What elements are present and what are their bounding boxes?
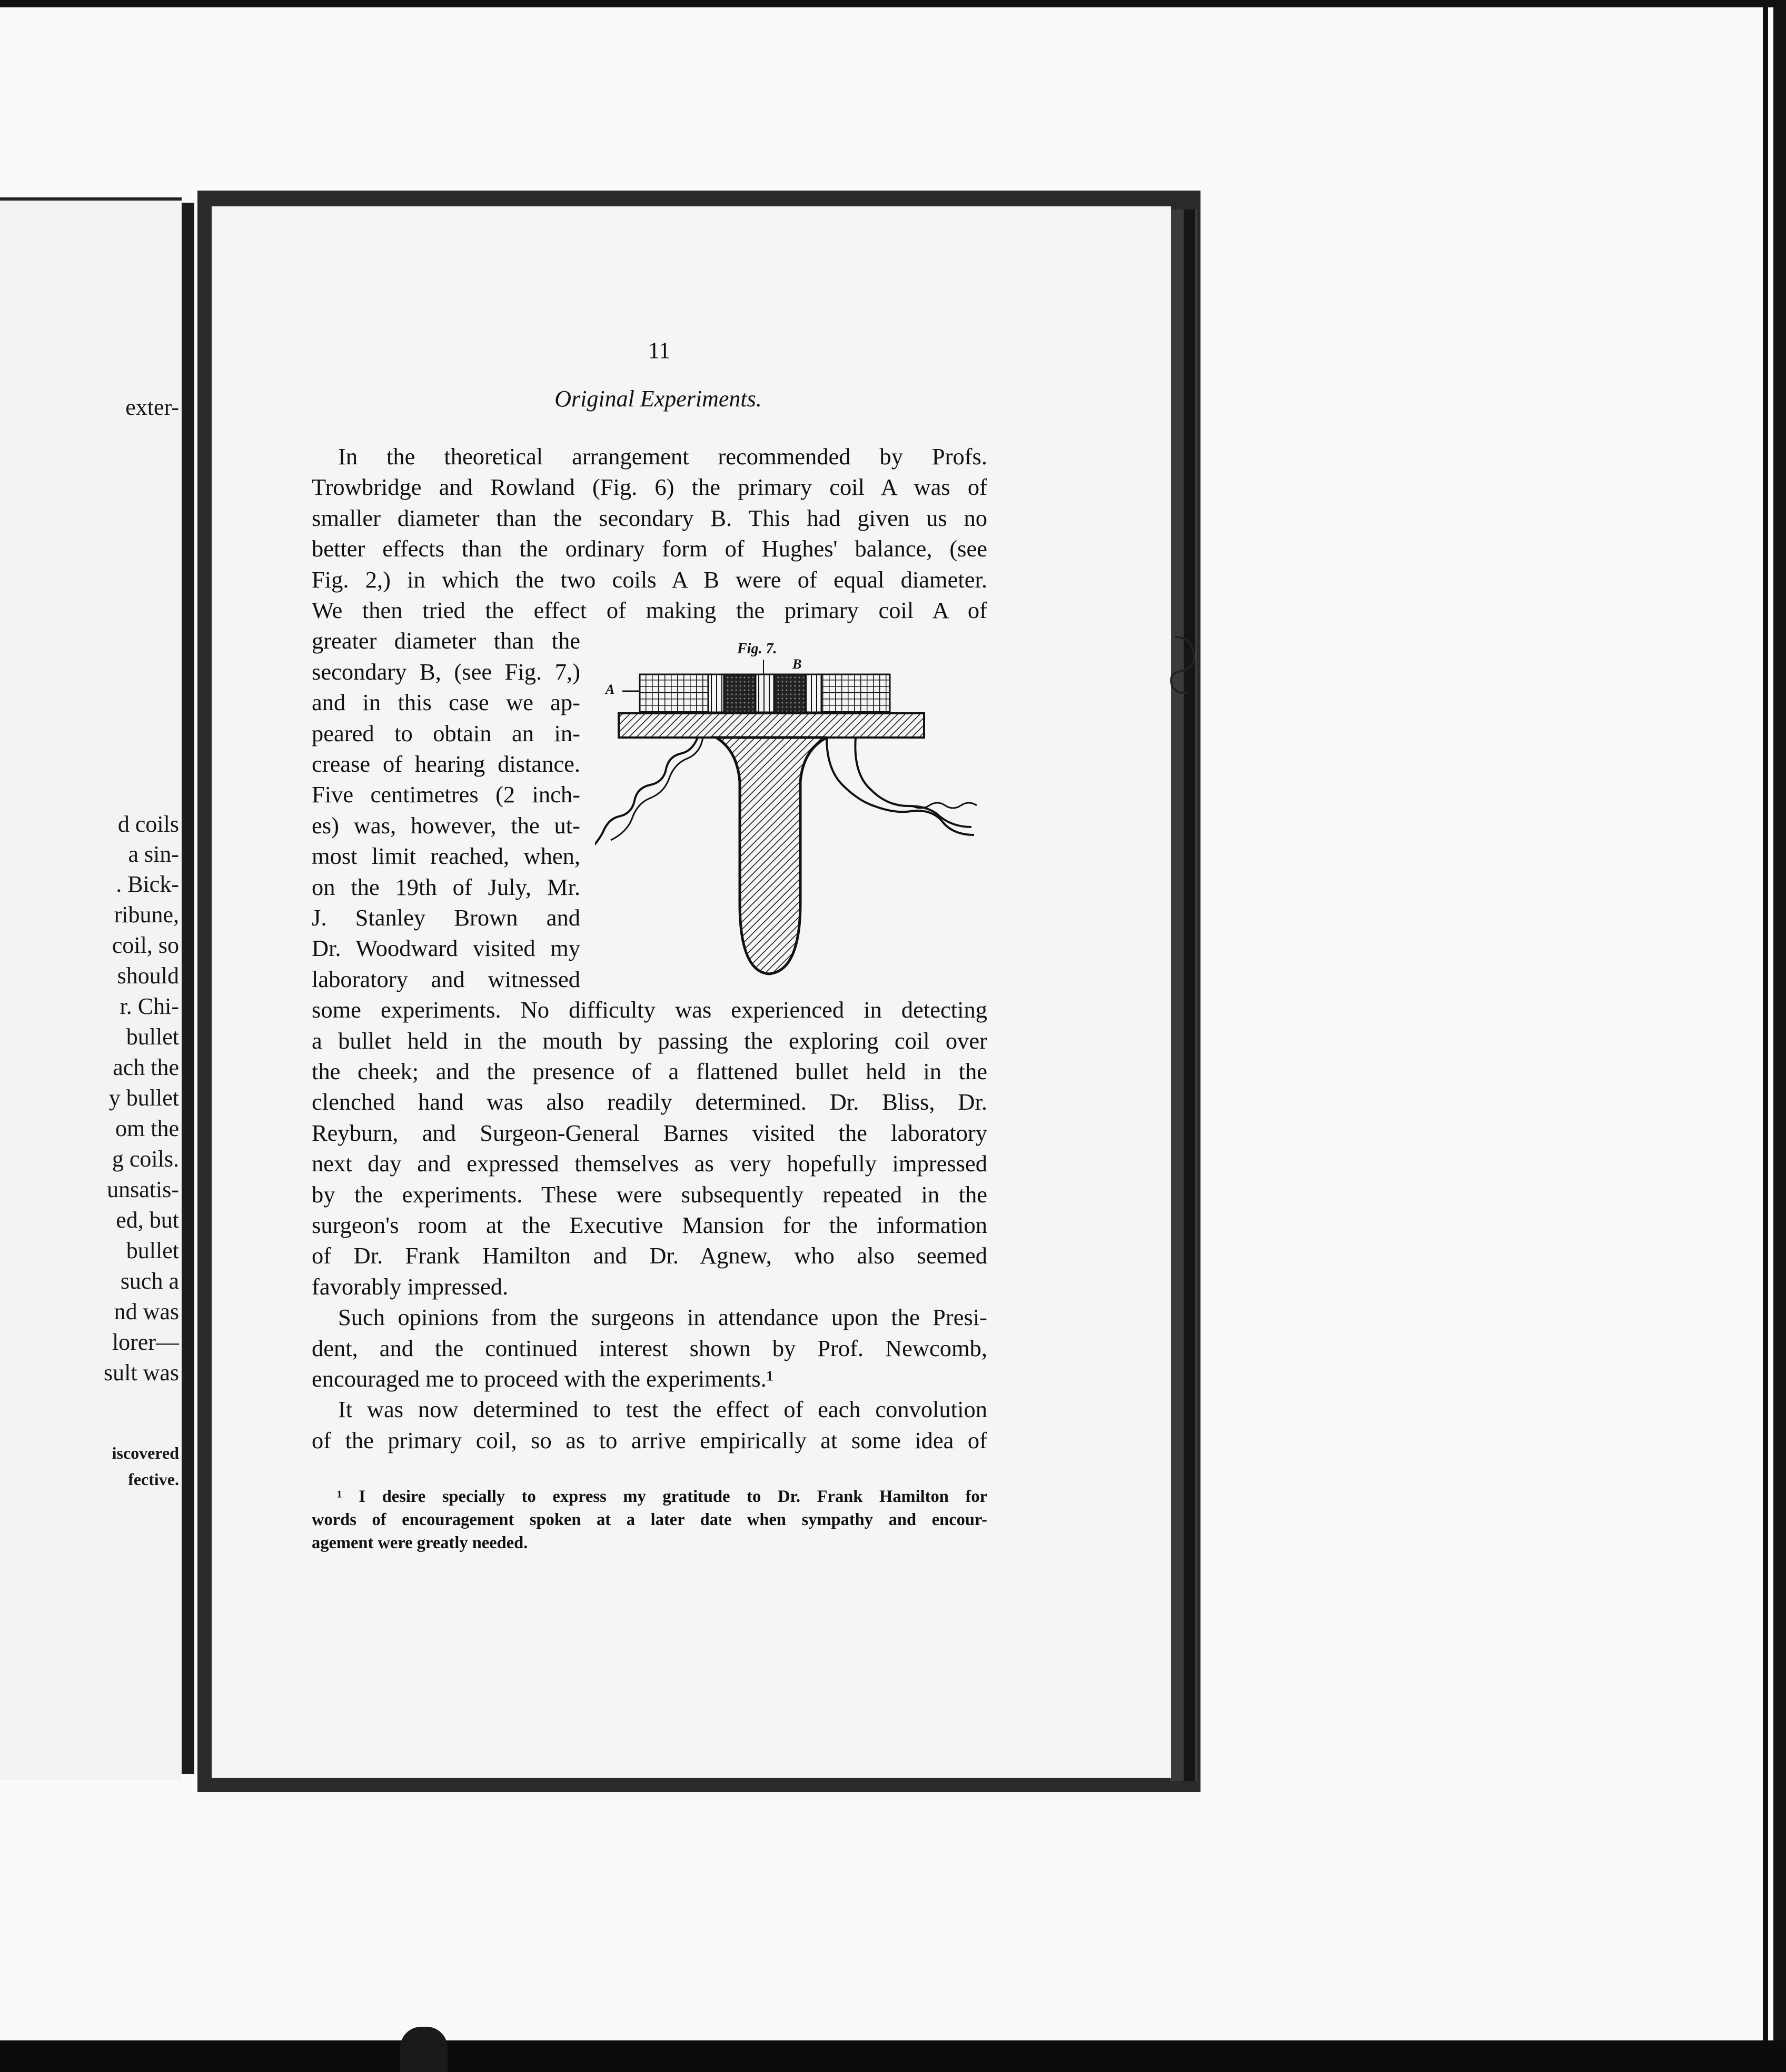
figure-label-b: B	[792, 656, 802, 672]
footnote-line: ¹ I desire specially to express my gratitude to Dr. Frank Hamilton for	[337, 1487, 987, 1506]
left-page-line: lorer—	[112, 1329, 179, 1355]
body-line: peared to obtain an in-	[312, 720, 580, 746]
scan-frame-bottom	[0, 2040, 1786, 2072]
body-line: clenched hand was also readily determined. Dr. Bliss, Dr.	[312, 1089, 987, 1115]
body-line: favorably impressed.	[312, 1273, 509, 1300]
left-page-line: such a	[120, 1268, 179, 1294]
body-line: J. Stanley Brown and	[312, 904, 580, 931]
body-line: Reyburn, and Surgeon-General Barnes visited the laboratory	[312, 1119, 987, 1146]
body-line: Fig. 2,) in which the two coils A B were of equal diameter.	[312, 566, 987, 593]
scan-frame-notch	[400, 2027, 448, 2072]
figure-caption: Fig. 7.	[737, 641, 777, 657]
left-page-footnote-line: fective.	[128, 1470, 179, 1489]
body-line: surgeon's room at the Executive Mansion for the information	[312, 1212, 987, 1238]
section-heading: Original Experiments.	[554, 386, 762, 412]
body-line: of the primary coil, so as to arrive empirically at some idea of	[312, 1427, 987, 1453]
body-line: secondary B, (see Fig. 7,)	[312, 658, 580, 685]
body-line: smaller diameter than the secondary B. This had given us no	[312, 504, 987, 531]
figure-label-a: A	[606, 682, 615, 697]
primary-coil-left	[640, 674, 708, 712]
primary-coil-right	[821, 674, 890, 712]
body-line: crease of hearing distance.	[312, 751, 580, 777]
page-edge-dark	[1184, 210, 1195, 1781]
body-line: Such opinions from the surgeons in attendance upon the Presi-	[338, 1304, 987, 1331]
left-page-line: g coils.	[112, 1146, 179, 1172]
body-line: In the theoretical arrangement recommended by Profs.	[338, 443, 987, 470]
scan-frame-right	[1773, 0, 1786, 2072]
base-plate	[619, 713, 924, 738]
body-line: We then tried the effect of making the primary coil A of	[312, 597, 987, 623]
left-page-line: nd was	[114, 1299, 179, 1324]
body-line: es) was, however, the ut-	[312, 812, 580, 839]
book-spine	[182, 203, 194, 1774]
left-page-line: coil, so	[112, 932, 179, 958]
body-line: and in this case we ap-	[312, 689, 580, 716]
body-line: It was now determined to test the effect of each convolution	[338, 1396, 987, 1423]
left-page-line: exter-	[125, 394, 179, 420]
left-page-line: a sin-	[128, 841, 179, 867]
body-line: some experiments. No difficulty was experienced in detecting	[312, 997, 987, 1023]
footnote-line: words of encouragement spoken at a later date when sympathy and encour-	[312, 1510, 987, 1529]
body-line: dent, and the continued interest shown by Prof. Newcomb,	[312, 1334, 987, 1361]
left-page-line: d coils	[117, 811, 179, 837]
page-edge-mark	[1170, 632, 1202, 695]
body-line: Trowbridge and Rowland (Fig. 6) the primary coil A was of	[312, 474, 987, 501]
secondary-coil-left	[724, 674, 756, 712]
body-line: the cheek; and the presence of a flattened bullet held in the	[312, 1058, 987, 1084]
body-line: next day and expressed themselves as very hopefully impressed	[312, 1150, 987, 1177]
body-line: a bullet held in the mouth by passing the exploring coil over	[312, 1027, 987, 1054]
left-page-line: r. Chi-	[120, 993, 179, 1019]
left-page-footnote-line: iscovered	[112, 1443, 179, 1462]
body-line: Dr. Woodward visited my	[312, 935, 580, 962]
body-line: Five centimetres (2 inch-	[312, 781, 580, 808]
footnote-line: agement were greatly needed.	[312, 1533, 528, 1552]
body-line: of Dr. Frank Hamilton and Dr. Agnew, who also seemed	[312, 1242, 987, 1269]
left-page-line: bullet	[126, 1238, 179, 1263]
left-page-line: bullet	[126, 1024, 179, 1050]
left-page-line: . Bick-	[116, 871, 179, 897]
body-line: encouraged me to proceed with the experiments.¹	[312, 1366, 774, 1392]
left-page-line: ed, but	[116, 1207, 179, 1233]
figure-7	[595, 629, 990, 987]
secondary-coil-right	[774, 674, 806, 712]
left-page-line: should	[117, 963, 179, 989]
scan-frame-top	[0, 0, 1786, 7]
scan-frame-right-rule	[1763, 0, 1768, 2072]
left-page-line: ach the	[113, 1054, 179, 1080]
body-line: greater diameter than the	[312, 627, 580, 654]
lead-wire-left	[595, 738, 698, 859]
left-page-line: om the	[115, 1115, 179, 1141]
body-line: on the 19th of July, Mr.	[312, 873, 580, 900]
left-page-line: sult was	[104, 1360, 179, 1386]
body-line: laboratory and witnessed	[312, 965, 580, 992]
page-number: 11	[648, 337, 671, 363]
handle	[716, 738, 827, 974]
body-line: most limit reached, when,	[312, 843, 580, 870]
left-page-line: y bullet	[108, 1085, 179, 1111]
left-page-line: unsatis-	[107, 1177, 179, 1202]
left-page-line: ribune,	[114, 902, 179, 928]
exploring-coil-illustration	[595, 629, 990, 987]
body-line: better effects than the ordinary form of Hughes' balance, (see	[312, 535, 987, 562]
body-line: by the experiments. These were subsequently repeated in the	[312, 1181, 987, 1208]
lead-wire-right	[827, 738, 974, 835]
